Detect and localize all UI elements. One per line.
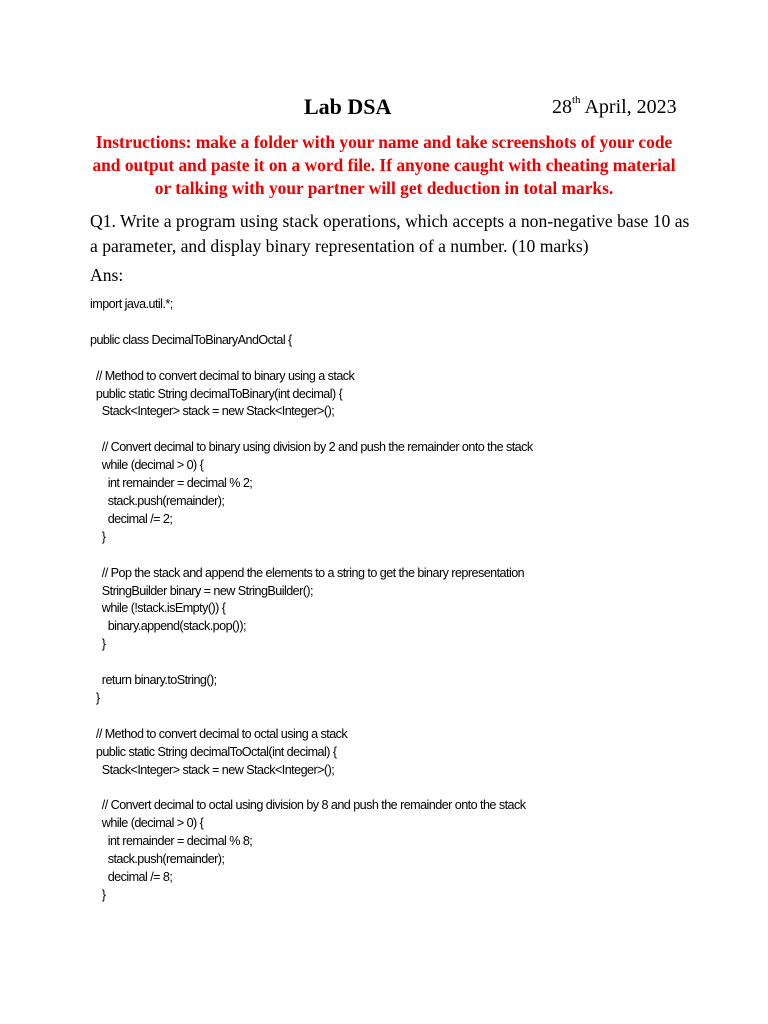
instructions-paragraph: Instructions: make a folder with your name and take screenshots of your code and output and paste it on a word file. If anyone caught with cheating material or talking with your partner will get deduction in total marks.	[92, 132, 676, 198]
code-line: // Pop the stack and append the elements to a string to get the binary representation	[90, 565, 525, 580]
code-line: Stack<Integer> stack = new Stack<Integer>();	[90, 404, 335, 419]
code-line: decimal /= 2;	[90, 511, 173, 526]
date-suffix: th	[572, 94, 581, 107]
page-title: Lab DSA	[304, 94, 392, 119]
code-line: // Method to convert decimal to octal using a stack	[90, 726, 348, 741]
answer-label: Ans:	[90, 265, 124, 285]
code-line	[90, 421, 533, 439]
code-line: public static String decimalToOctal(int decimal) {	[90, 744, 337, 759]
code-line: // Convert decimal to binary using division by 2 and push the remainder onto the stack	[90, 440, 533, 455]
code-line: return binary.toString();	[90, 673, 217, 688]
code-line: import java.util.*;	[90, 297, 173, 311]
date-day: 28	[552, 96, 572, 118]
code-line	[90, 779, 533, 797]
code-line: }	[90, 690, 100, 705]
code-line: public static String decimalToBinary(int decimal) {	[90, 386, 343, 401]
code-line: stack.push(remainder);	[90, 493, 225, 508]
code-line	[90, 350, 533, 368]
code-line: Stack<Integer> stack = new Stack<Integer>();	[90, 762, 335, 777]
code-line	[90, 547, 533, 565]
code-line	[90, 654, 533, 672]
code-line: // Method to convert decimal to binary using a stack	[90, 368, 355, 383]
question-text: Q1. Write a program using stack operations, which accepts a non-negative base 10 as a parameter, and display binary representation of a number. (10 marks)	[90, 211, 690, 256]
code-line: int remainder = decimal % 2;	[90, 476, 253, 491]
code-line	[90, 708, 533, 726]
code-line: }	[90, 529, 106, 544]
code-line: stack.push(remainder);	[90, 852, 225, 867]
code-line: while (!stack.isEmpty()) {	[90, 601, 226, 616]
code-line: StringBuilder binary = new StringBuilder();	[90, 583, 313, 598]
code-line: // Convert decimal to octal using division by 8 and push the remainder onto the stack	[90, 798, 526, 813]
code-line: while (decimal > 0) {	[90, 458, 204, 473]
code-line: }	[90, 887, 106, 902]
code-line: public class DecimalToBinaryAndOctal {	[90, 332, 292, 347]
code-line: while (decimal > 0) {	[90, 816, 204, 831]
code-line: binary.append(stack.pop());	[90, 619, 246, 634]
code-line	[90, 314, 533, 332]
date-rest: April, 2023	[580, 96, 677, 118]
code-line: int remainder = decimal % 8;	[90, 834, 253, 849]
code-line: decimal /= 8;	[90, 870, 173, 884]
date-line	[552, 96, 677, 119]
code-block	[90, 296, 533, 905]
code-line: }	[90, 637, 106, 652]
